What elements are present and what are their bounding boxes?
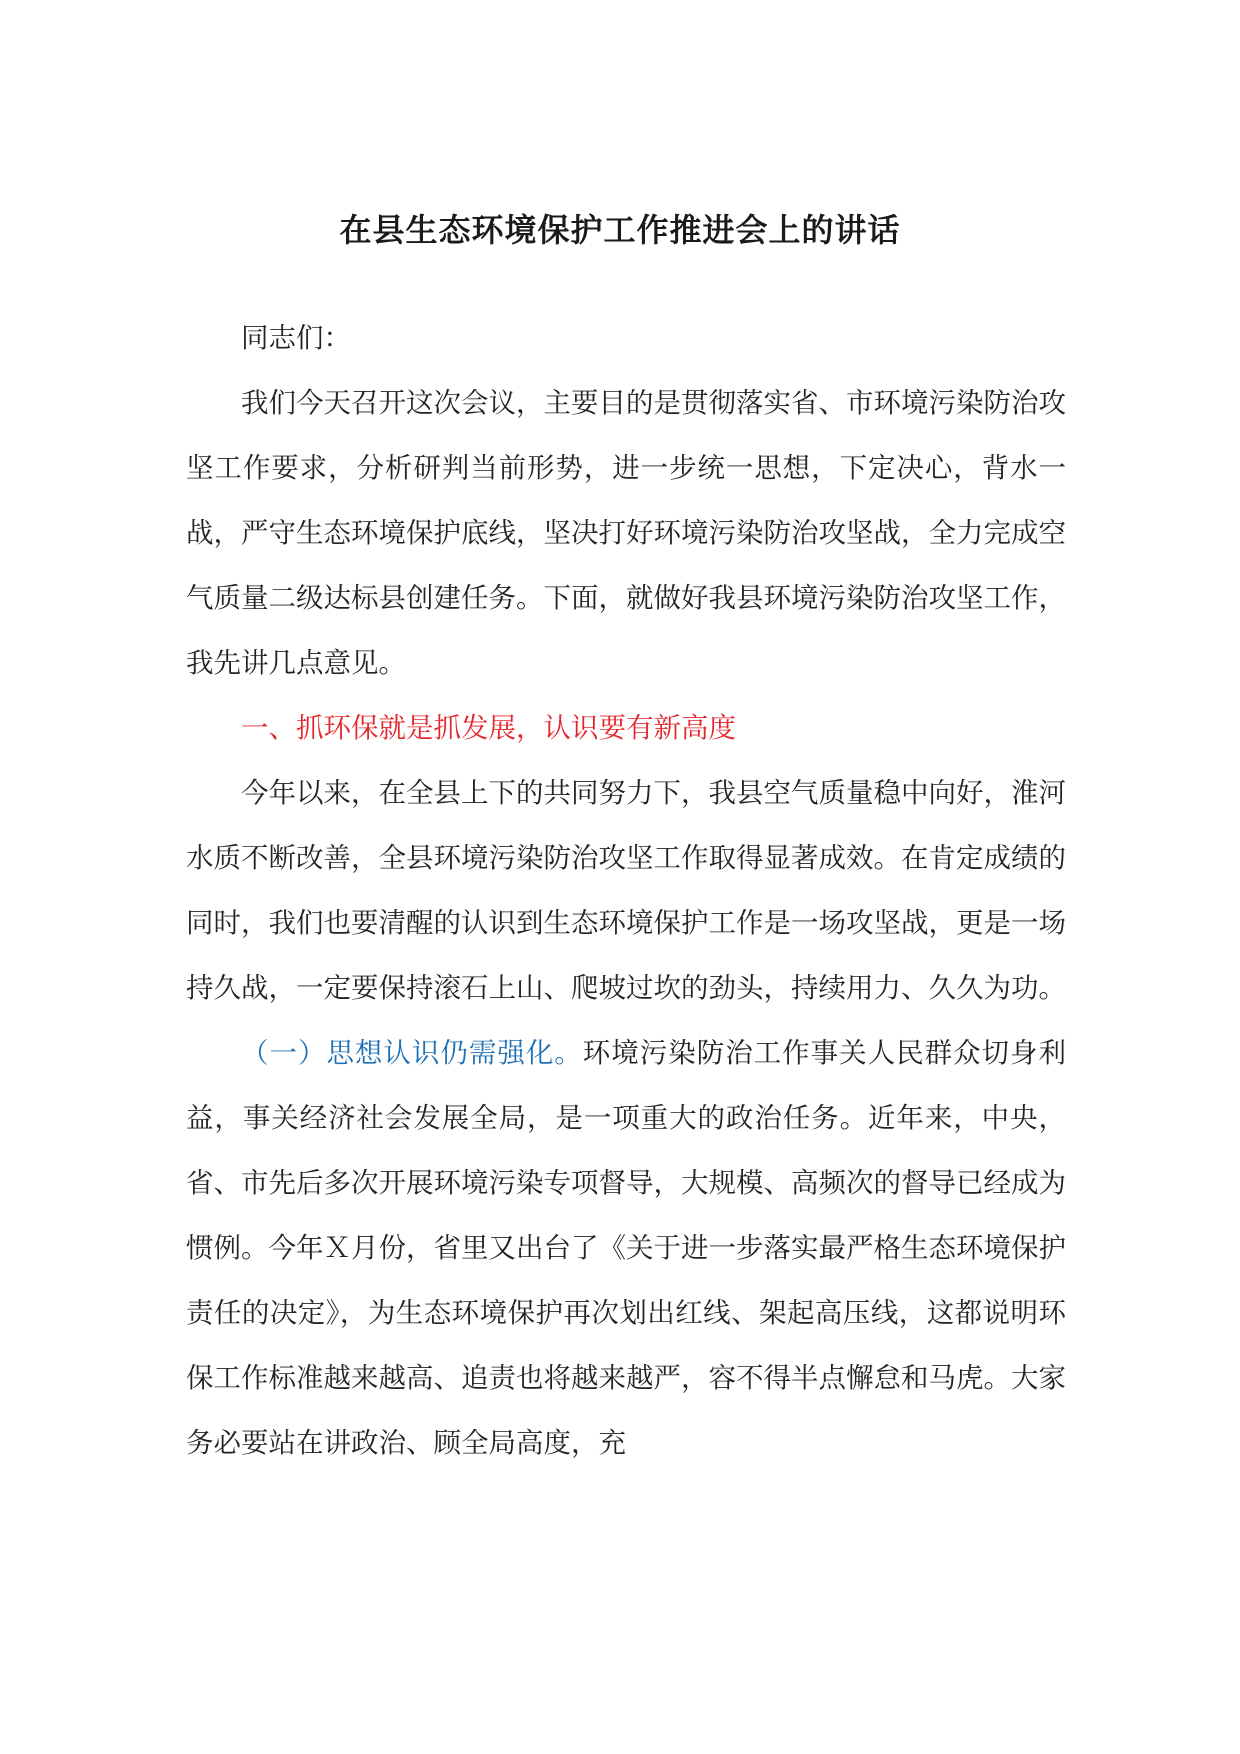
paragraph-2-text: 环境污染防治工作事关人民群众切身利益，事关经济社会发展全局，是一项重大的政治任务。近年来，中央，省、市先后多次开展环境污染专项督导，大规模、高频次的督导已经成为惯例。今年Ｘ月份，省里又出台了《关于进一步落实最严格生态环境保护责任的决定》，为生态环境保护再次划出红线、架起高压线，这都说明环保工作标准越来越高、追责也将越来越严，容不得半点懈怠和马虎。大家务必要站在讲政治、顾全局高度，充 — [186, 1037, 1067, 1459]
section-heading-1: 一、抓环保就是抓发展，认识要有新高度 — [241, 712, 736, 744]
salutation: 同志们： — [241, 322, 351, 354]
document-title: 在县生态环境保护工作推进会上的讲话 — [339, 211, 901, 249]
paragraph-1: 今年以来，在全县上下的共同努力下，我县空气质量稳中向好，淮河水质不断改善，全县环境污染防治攻坚工作取得显著成效。在肯定成绩的同时，我们也要清醒的认识到生态环境保护工作是一场攻坚战，更是一场持久战，一定要保持滚石上山、爬坡过坎的劲头，持续用力、久久为功。 — [186, 777, 1066, 1004]
subheading-1: （一）思想认识仍需强化。 — [241, 1037, 583, 1069]
paragraph-2 — [186, 1021, 1066, 1476]
paragraph-intro: 我们今天召开这次会议，主要目的是贯彻落实省、市环境污染防治攻坚工作要求，分析研判当前形势，进一步统一思想，下定决心，背水一战，严守生态环境保护底线，坚决打好环境污染防治攻坚战，全力完成空气质量二级达标县创建任务。下面，就做好我县环境污染防治攻坚工作，我先讲几点意见。 — [186, 387, 1066, 679]
document-body — [186, 306, 1066, 1476]
